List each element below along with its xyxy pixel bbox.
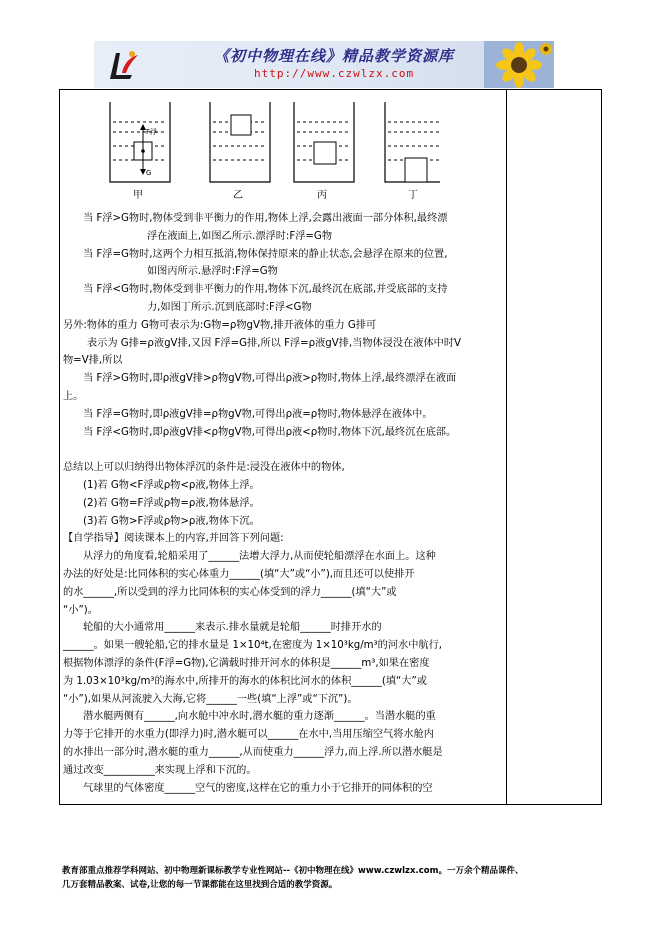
text-line: 当 F浮<G物时,物体受到非平衡力的作用,物体下沉,最终沉在底部,并受底部的支持 [83, 284, 448, 296]
text-line: 上。 [63, 390, 84, 402]
footer-line: 教育部重点推荐学科网站、初中物理新课标教学专业性网站--《初中物理在线》www.czwlzx.com。一万余个精品课件、 [62, 866, 524, 876]
figure-bing [294, 102, 354, 200]
text-line: 当 F浮<G物时,即ρ液gV排<ρ物gV物,可得出ρ液<ρ物时,物体下沉,最终沉在底部。 [83, 426, 457, 438]
text-line: 办法的好处是:比同体积的实心体重力______(填“大”或“小”),而且还可以使排开 [63, 568, 415, 580]
text-line: 浮在液面上,如图乙所示.漂浮时:F浮=G物 [147, 230, 333, 242]
banner-url[interactable]: http://www.czwlzx.com [254, 67, 415, 80]
text-line: (2)若 G物=F浮或ρ物=ρ液,物体悬浮。 [83, 497, 260, 509]
text-line: 当 F浮>G物时,物体受到非平衡力的作用,物体上浮,会露出液面一部分体积,最终漂 [83, 213, 448, 224]
buoyancy-figures [60, 100, 440, 200]
figure-label-ding: 丁 [408, 190, 418, 200]
text-line: 当 F浮=G物时,这两个力相互抵消,物体保持原来的静止状态,会悬浮在原来的位置, [83, 248, 448, 260]
figure-yi [210, 102, 270, 200]
text-line: 物=V排,所以 [63, 355, 123, 367]
text-line: 如图丙所示.悬浮时:F浮=G物 [147, 266, 278, 278]
text-line: 潜水艇两侧有______,向水舱中冲水时,潜水艇的重力逐渐______。当潜水艇的重 [83, 711, 436, 723]
figure-ding [385, 102, 440, 200]
text-line: 总结以上可以归纳得出物体浮沉的条件是:浸没在液体中的物体, [63, 462, 345, 474]
figure-label-yi: 乙 [233, 190, 243, 200]
text-line: (1)若 G物<F浮或ρ物<ρ液,物体上浮。 [83, 479, 260, 491]
buoyant-force-label: F浮 [146, 128, 158, 136]
text-line: (3)若 G物>F浮或ρ物>ρ液,物体下沉。 [83, 515, 260, 527]
text-line: 轮船的大小通常用______来表示.排水量就是轮船______时排开水的 [83, 622, 382, 634]
text-line: ______。如果一艘轮船,它的排水量是 1×10⁴t,在密度为 1×10³kg/m³的河水中航行, [63, 640, 442, 652]
text-line: 的水排出一部分时,潜水艇的重力______,从而使重力______浮力,而上浮.所以潜水艇是 [63, 746, 443, 758]
sunflower-image [484, 41, 554, 88]
text-line: 另外:物体的重力 G物可表示为:G物=ρ物gV物,排开液体的重力 G排可 [63, 319, 377, 331]
gravity-label: G [146, 169, 152, 177]
page-footer [62, 864, 602, 892]
text-line: 当 F浮>G物时,即ρ液gV排>ρ物gV物,可得出ρ液>ρ物时,物体上浮,最终漂浮在液面 [83, 373, 457, 385]
text-line: 从浮力的角度看,轮船采用了______法增大浮力,从而使轮船漂浮在水面上。这种 [83, 551, 436, 563]
text-line [63, 441, 505, 459]
text-line: 通过改变__________来实现上浮和下沉的。 [63, 764, 257, 776]
text-line: 力等于它排开的水重力(即浮力)时,潜水艇可以______在水中,当用压缩空气将水舱内 [63, 729, 434, 741]
header-banner [94, 41, 554, 88]
text-line: “小”),如果从河流驶入大海,它将______一些(填“上浮”或“下沉”)。 [63, 693, 358, 705]
footer-line: 几万套精品教案、试卷,让您的每一节课都能在这里找到合适的教学资源。 [62, 880, 338, 890]
site-logo [102, 45, 142, 85]
figure-label-bing: 丙 [317, 190, 327, 200]
text-line: 气球里的气体密度______空气的密度,这样在它的重力小于它排开的同体积的空 [83, 782, 433, 794]
text-line: 为 1.03×10³kg/m³的海水中,所排开的海水的体积比河水的体积______(填“大”或 [63, 675, 427, 687]
lesson-content [63, 210, 505, 797]
text-line: 力,如图丁所示.沉到底部时:F浮<G物 [147, 301, 312, 313]
section-heading: 【自学指导】阅读课本上的内容,并回答下列问题: [63, 533, 284, 545]
table-column-divider [506, 90, 507, 804]
text-line: “小”)。 [63, 604, 98, 616]
figure-jia [110, 102, 170, 200]
text-line: 根据物体漂浮的条件(F浮=G物),它满载时排开河水的体积是______m³,如果在密度 [63, 657, 430, 669]
banner-title: 《初中物理在线》精品教学资源库 [214, 47, 455, 65]
figure-label-jia: 甲 [133, 190, 143, 200]
text-line: 的水______,所以受到的浮力比同体积的实心体受到的浮力______(填“大”或 [63, 586, 397, 598]
text-line: 当 F浮=G物时,即ρ液gV排=ρ物gV物,可得出ρ液=ρ物时,物体悬浮在液体中。 [83, 408, 433, 420]
text-line: 表示为 G排=ρ液gV排,又因 F浮=G排,所以 F浮=ρ液gV排,当物体浸没在液体中时V [87, 337, 462, 349]
